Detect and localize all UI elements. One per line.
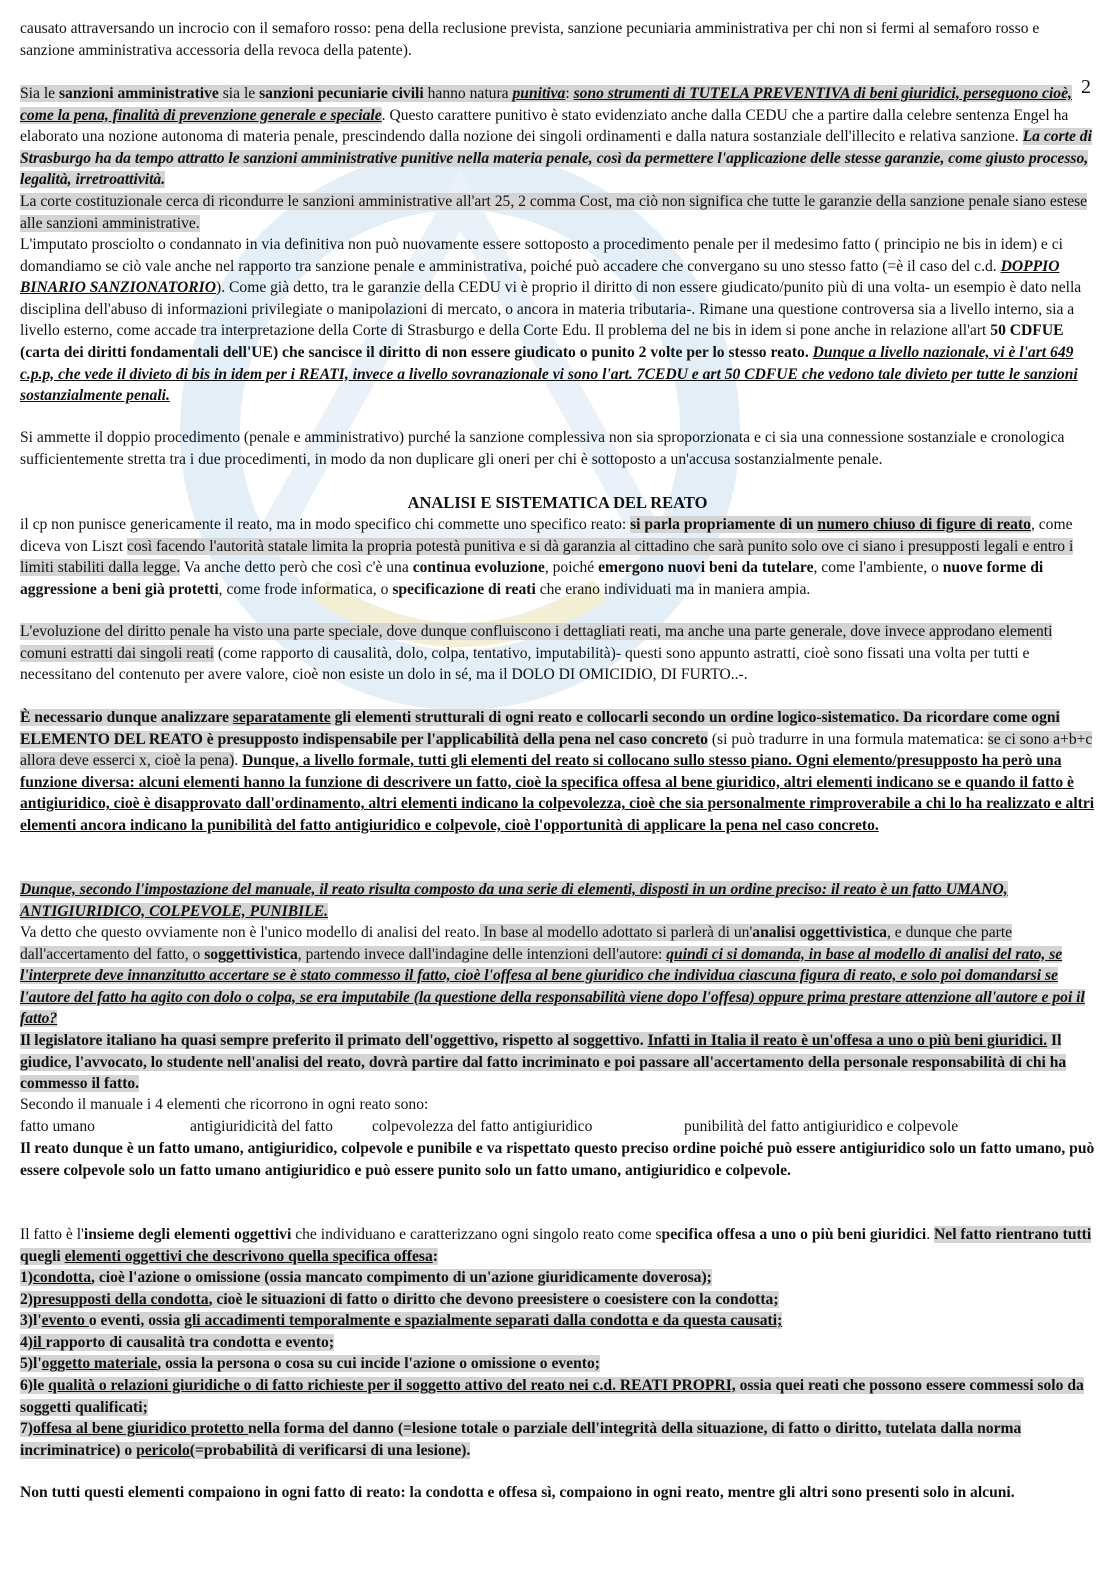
paragraph-primato-oggettivo: Il legislatore italiano ha quasi sempre preferito il primato dell'oggettivo, rispetto al soggettivo. Infatti in Italia il reato è un'offesa a uno o più beni giuridici. Il giudice, l'avvocato, lo studente nell'analisi del reato, dovrà partire dal fatto incriminato e poi passare all'accertamento della personale responsabilità di chi ha commesso il fatto. xyxy=(20,1032,1067,1093)
element-antigiuridicita: antigiuridicità del fatto xyxy=(190,1118,333,1135)
list-item: 5)l'oggetto materiale, ossia la persona o cosa su cui incide l'azione o omissione o evento; xyxy=(20,1355,600,1373)
elements-list xyxy=(20,1267,1095,1461)
list-item: 4)il rapporto di causalità tra condotta e evento; xyxy=(20,1333,335,1351)
list-item: 2)presupposti della condotta, cioè le situazioni di fatto o diritto che devono preesistere o coesistere con la condotta; xyxy=(20,1290,779,1308)
page-number: 2 xyxy=(1081,76,1091,98)
paragraph-ne-bis-in-idem: L'imputato prosciolto o condannato in via definitiva non può nuovamente essere sottoposto a procedimento penale per il medesimo fatto ( principio ne bis in idem) e ci domandiamo se ciò vale anche nel rapporto tra sanzione penale e amministrativa, poiché può accadere che convergano su uno stesso fatto (=è il caso del c.d. DOPPIO BINARIO SANZIONATORIO). Come già detto, tra le garanzie della CEDU vi è proprio il diritto di non essere giudicato/punito più di una volta- un esempio è dato nella disciplina dell'abuso di informazioni privilegiate o manipolazioni di mercato, o ancora in materia tributaria-. Rimane una questione controversa sia a livello interno, sia a livello esterno, come accade tra interpretazione della Corte di Strasburgo e della Corte Edu. Il problema del ne bis in idem si pone anche in relazione all'art 50 CDFUE (carta dei diritti fondamentali dell'UE) che sancisce il diritto di non essere giudicato o punito 2 volte per lo stesso reato. Dunque a livello nazionale, vi è l'art 649 c.p.p, che vede il divieto di bis in idem per i REATI, invece a livello sovranazionale vi sono l'art. 7CEDU e art 50 CDFUE che vedono tale divieto per tutte le sanzioni sostanzialmente penali. xyxy=(20,236,1082,405)
section-heading: ANALISI E SISTEMATICA DEL REATO xyxy=(407,493,708,512)
paragraph-elementi-strutturali: È necessario dunque analizzare separatamente gli elementi strutturali di ogni reato e collocarli secondo un ordine logico-sistematico. Da ricordare come ogni ELEMENTO DEL REATO è presupposto indispensabile per l'applicabilità della pena nel caso concreto (si può tradurre in una formula matematica: se ci sono a+b+c allora deve esserci x, cioè la pena). Dunque, a livello formale, tutti gli elementi del reato si collocano sullo stesso piano. Ogni elemento/presupposto ha però una funzione diversa: alcuni elementi hanno la funzione di descrivere un fatto, cioè la specifica offesa al bene giuridico, altri elementi indicano se e quando il fatto è antigiuridico, cioè è disapprovato dall'ordinamento, altri elementi indicano la colpevolezza, cioè che sia personalmente rimproverabile a chi lo ha realizzato e altri elementi ancora indicano la punibilità del fatto antigiuridico e colpevole, cioè l'opportunità di applicare la pena nel caso concreto. xyxy=(20,709,1095,834)
list-item: 1)condotta, cioè l'azione o omissione (ossia mancato compimento di un'azione giuridicamente doverosa); xyxy=(20,1269,712,1286)
list-item: 7)offesa al bene giuridico protetto nella forma del danno (=lesione totale o parziale dell'integrità della situazione, di fatto o diritto, tutelata dalla norma incriminatrice) o pericolo(=probabilità di verificarsi di una lesione). xyxy=(20,1420,1022,1459)
paragraph-ordine-preciso: Il reato dunque è un fatto umano, antigiuridico, colpevole e punibile e va rispettato questo preciso ordine poiché può essere antigiuridico solo un fatto umano, può essere colpevole solo un fatto umano antigiuridico e può essere punito solo un fatto umano, antigiuridico e colpevole. xyxy=(20,1140,1095,1179)
element-punibilita: punibilità del fatto antigiuridico e colpevole xyxy=(684,1118,959,1135)
paragraph-impostazione-manuale: Dunque, secondo l'impostazione del manuale, il reato risulta composto da una serie di elementi, disposti in un ordine preciso: il reato è un fatto UMANO, ANTIGIURIDICO, COLPEVOLE, PUNIBILE. xyxy=(20,881,1008,920)
paragraph-conclusione: Non tutti questi elementi compaiono in ogni fatto di reato: la condotta e offesa sì, compaiono in ogni reato, mentre gli altri sono presenti solo in alcuni. xyxy=(20,1484,1015,1501)
paragraph-modelli-analisi: Va detto che questo ovviamente non è l'unico modello di analisi del reato. In base al modello adottato si parlerà di un'analisi oggettivistica, e dunque che parte dall'accertamento del fatto, o soggettivistica, partendo invece dall'indagine delle intenzioni dell'autore: quindi ci si domanda, in base al modello di analisi del rato, se l'interprete deve innanzitutto accertare se è stato commesso il fatto, cioè l'offesa al bene giuridico che individua ciascuna figura di reato, e solo poi domandarsi se l'autore del fatto ha agito con dolo o colpa, se era imputabile (la questione della responsabilità viene dopo l'offesa) oppure prima prestare attenzione all'autore e poi il fatto? xyxy=(20,924,1085,1028)
paragraph-insieme-elementi: Il fatto è l'insieme degli elementi oggettivi che individuano e caratterizzano ogni singolo reato come specifica offesa a uno o più beni giuridici. Nel fatto rientrano tutti quegli elementi oggettivi che descrivono quella specifica offesa: xyxy=(20,1226,1092,1265)
element-fatto-umano: fatto umano xyxy=(20,1118,95,1135)
paragraph-figure-di-reato: il cp non punisce genericamente il reato, ma in modo specifico chi commette uno specifico reato: si parla propriamente di un numero chiuso di figure di reato, come diceva von Liszt così facendo l'autorità statale limita la propria potestà punitiva e si dà garanzia al cittadino che sarà punito solo ove ci siano i presupposti legali e entro i limiti stabiliti dalla legge. Va anche detto però che così c'è una continua evoluzione, poiché emergono nuovi beni da tutelare, come l'ambiente, o nuove forme di aggressione a beni già protetti, come frode informatica, o specificazione di reati che erano individuati ma in maniera ampia. xyxy=(20,516,1074,598)
paragraph-evoluzione: L'evoluzione del diritto penale ha visto una parte speciale, dove dunque confluiscono i dettagliati reati, ma anche una parte generale, dove invece approdano elementi comuni estratti dai singoli reati (come rapporto di causalità, dolo, colpa, tentativo, imputabilità)- questi sono appunto astratti, cioè sono fissati una volta per tutti e necessitano del contenuto per avere valore, cioè non esiste un dolo in sé, ma il DOLO DI OMICIDIO, DI FURTO..-. xyxy=(20,623,1053,684)
paragraph-intro: causato attraversando un incrocio con il semaforo rosso: pena della reclusione prevista, sanzione pecuniaria amministrativa per chi non si fermi al semaforo rosso e sanzione amministrativa accessoria della revoca della patente). xyxy=(20,20,1040,59)
element-colpevolezza: colpevolezza del fatto antigiuridico xyxy=(372,1118,593,1135)
list-item: 6)le qualità o relazioni giuridiche o di fatto richieste per il soggetto attivo del reato nei c.d. REATI PROPRI, ossia quei reati che possono essere commessi solo da soggetti qualificati; xyxy=(20,1376,1084,1416)
paragraph-doppio-procedimento: Si ammette il doppio procedimento (penale e amministrativo) purché la sanzione complessiva non sia sproporzionata e ci sia una connessione sostanziale e cronologica sufficientemente stretta tra i due procedimenti, in modo da non duplicare gli oneri per chi è sottoposto a un'accusa sostanzialmente penale. xyxy=(20,429,1065,468)
list-item: 3)l'evento o eventi, ossia gli accadimenti temporalmente e spazialmente separati dalla condotta e da questa causati; xyxy=(20,1312,783,1330)
highlighted-text: Sia le sanzioni amministrative sia le sanzioni pecuniarie civili hanno natura punitiva: sono strumenti di TUTELA PREVENTIVA di beni giuridici, perseguono cioè, come la pena, finalità di prevenzione generale e speciale xyxy=(20,85,1072,124)
paragraph-corte-costituzionale: La corte costituzionale cerca di ricondurre le sanzioni amministrative all'art 25, 2 comma Cost, ma ciò non significa che tutte le garanzie della sanzione penale siano estese alle sanzioni amministrative. xyxy=(20,193,1088,232)
paragraph-quattro-elementi: Secondo il manuale i 4 elementi che ricorrono in ogni reato sono: xyxy=(20,1096,429,1113)
paragraph-sanzioni: Sia le sanzioni amministrative sia le sanzioni pecuniarie civili hanno natura punitiva: sono strumenti di TUTELA PREVENTIVA di beni giuridici, perseguono cioè, come la pena, finalità di prevenzione generale e speciale. Questo carattere punitivo è stato evidenziato anche dalla CEDU che a partire dalla celebre sentenza Engel ha elaborato una nozione autonoma di materia penale, prescindendo dalla nozione dei singoli ordinamenti e dalla natura sostanziale dell'illecito e relativa sanzione. La corte di Strasburgo ha da tempo attratto le sanzioni amministrative punitive nella materia penale, così da permettere l'applicazione delle stesse garanzie, come giusto processo, legalità, irretroattività. xyxy=(20,85,1092,189)
